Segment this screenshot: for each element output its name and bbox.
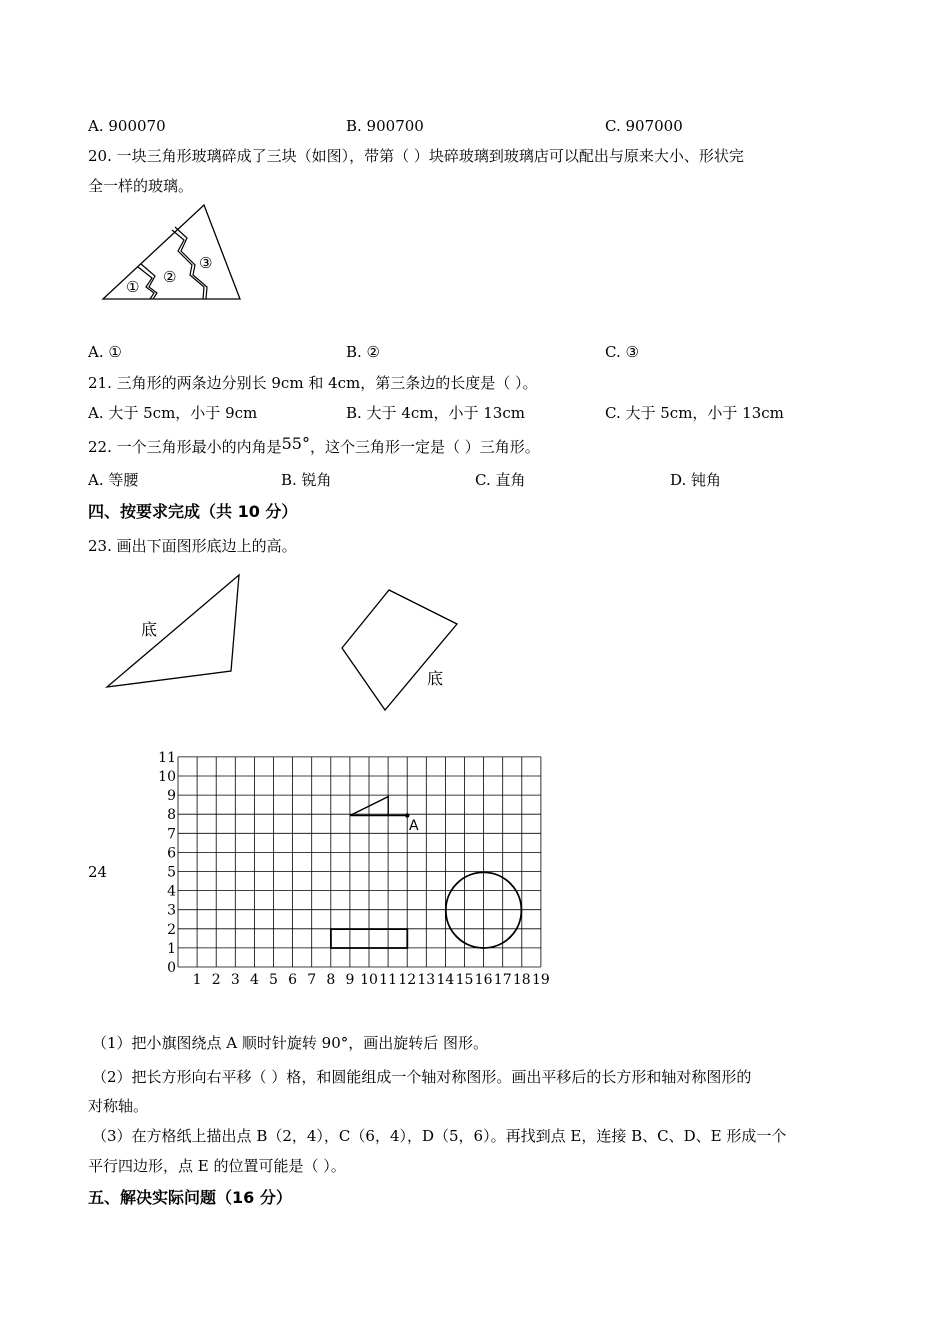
x-tick-label: 18 [512,972,531,988]
x-tick-label: 1 [192,972,202,988]
x-tick-label: 16 [474,972,493,988]
x-tick-label: 19 [531,972,550,988]
x-tick-label: 9 [345,972,355,988]
y-tick-label: 1 [167,940,176,957]
q22-option-a: A. 等腰 [88,471,139,489]
q20-text-line1: 20. 一块三角形玻璃碎成了三块（如图），带第（ ）块碎玻璃到玻璃店可以配出与原来大小、形状完 [88,147,744,165]
q24-sub1: （1）把小旗图绕点 A 顺时针旋转 90°，画出旋转后 图形。 [92,1034,489,1052]
q22-text-before: 22. 一个三角形最小的内角是 [88,438,282,456]
q20-text-line2: 全一样的玻璃。 [88,177,194,195]
y-tick-label: 7 [167,826,176,843]
parallelogram-figure [335,583,475,718]
grid-lines [178,757,541,967]
obtuse-triangle-figure [100,570,260,695]
q24-number: 24 [88,863,108,881]
q20-option-b: B. ② [346,343,381,361]
q21-option-a: A. 大于 5cm，小于 9cm [88,404,258,422]
q19-option-a: A. 900070 [88,117,166,135]
q24-sub3-line1: （3）在方格纸上描出点 B（2，4），C（6，4），D（5，6）。再找到点 E，连接 B、C、D、E 形成一个 [92,1127,787,1145]
x-tick-label: 6 [288,972,298,988]
x-tick-label: 4 [249,972,259,988]
q23-text: 23. 画出下面图形底边上的高。 [88,537,297,555]
x-tick-label: 8 [326,972,336,988]
point-a-label: A [409,818,419,834]
y-tick-label: 3 [167,902,176,919]
y-tick-label: 0 [167,960,176,976]
q22-text-after: ，这个三角形一定是（ ）三角形。 [309,438,540,456]
q24-sub2-line1: （2）把长方形向右平移（ ）格，和圆能组成一个轴对称图形。画出平移后的长方形和轴对称图形的 [92,1068,752,1086]
q21-option-b: B. 大于 4cm，小于 13cm [346,404,525,422]
y-tick-label: 2 [167,921,176,938]
x-tick-label: 15 [455,972,474,988]
x-tick-label: 10 [360,972,378,988]
q21-text: 21. 三角形的两条边分别长 9cm 和 4cm，第三条边的长度是（ ）。 [88,374,538,392]
section5-heading: 五、解决实际问题（16 分） [88,1188,292,1207]
x-tick-label: 13 [417,972,436,988]
q22-option-b: B. 锐角 [281,471,332,489]
q20-option-c: C. ③ [605,343,639,361]
q19-option-c: C. 907000 [605,117,683,135]
x-tick-label: 2 [211,972,221,988]
q22-text [88,434,540,457]
x-tick-label: 7 [307,972,317,988]
broken-glass-figure [100,203,245,303]
y-tick-label: 5 [167,864,176,881]
q20-option-a: A. ① [88,343,122,361]
x-axis-ticks [193,972,550,988]
x-tick-label: 5 [269,972,278,988]
y-tick-label: 9 [167,788,176,805]
q19-option-b: B. 900700 [346,117,424,135]
x-tick-label: 14 [436,972,455,988]
section4-heading: 四、按要求完成（共 10 分） [88,502,298,521]
y-tick-label: 11 [158,749,176,766]
q21-option-c: C. 大于 5cm，小于 13cm [605,404,784,422]
y-tick-label: 8 [167,807,176,824]
x-tick-label: 3 [230,972,240,988]
x-tick-label: 12 [398,972,417,988]
y-tick-label: 4 [167,883,176,900]
parallelogram-base-label: 底 [427,669,444,688]
x-tick-label: 11 [379,972,398,988]
q22-angle: 55° [281,434,310,453]
y-axis-ticks [158,750,176,976]
y-tick-label: 10 [158,769,176,785]
piece-3-label: ③ [199,254,213,272]
x-tick-label: 17 [493,972,512,988]
triangle-base-label: 底 [141,620,158,639]
q24-sub2-line2: 对称轴。 [88,1097,149,1115]
piece-1-label: ① [126,278,140,296]
piece-2-label: ② [163,268,177,286]
q22-option-d: D. 钝角 [670,471,722,489]
coordinate-grid-figure [150,748,570,993]
q24-sub3-line2: 平行四边形，点 E 的位置可能是（ ）。 [88,1157,346,1175]
y-tick-label: 6 [167,845,176,862]
q22-option-c: C. 直角 [475,471,526,489]
